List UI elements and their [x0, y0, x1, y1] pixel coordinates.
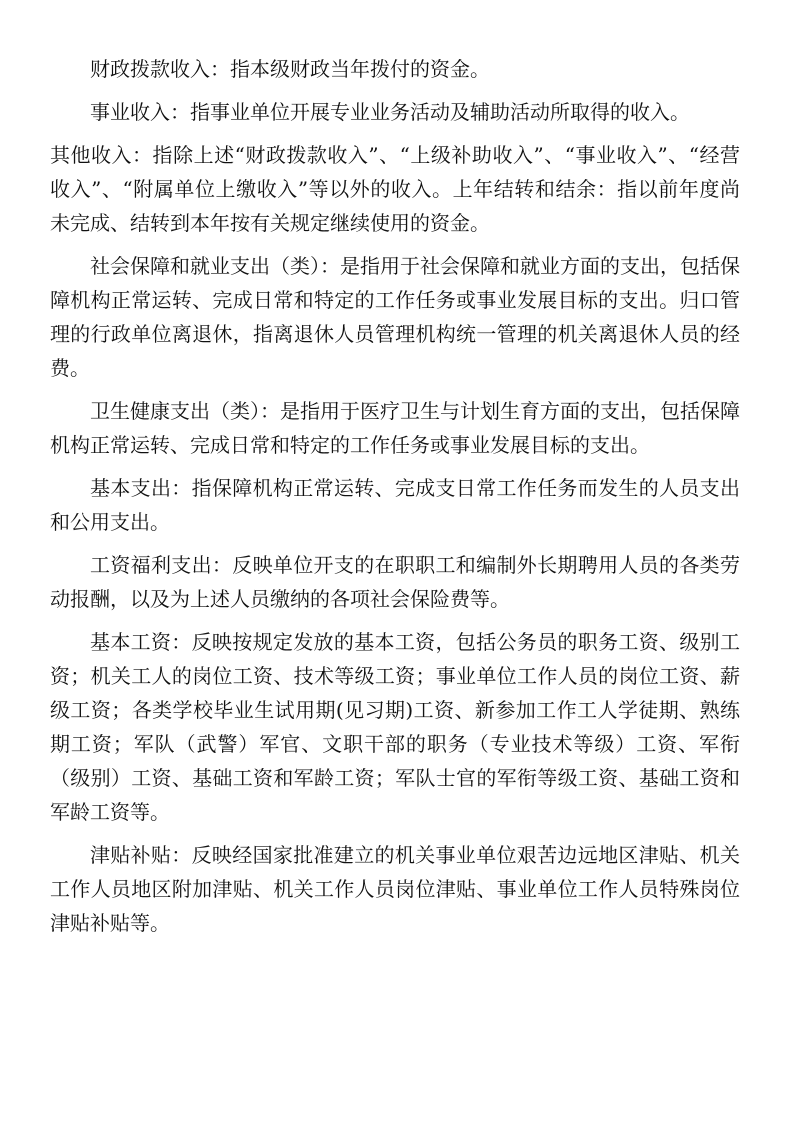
paragraph-salary-welfare-expenditure: 工资福利支出：反映单位开支的在职职工和编制外长期聘用人员的各类劳动报酬，以及为上述人员缴纳的各项社会保险费等。	[50, 553, 740, 611]
paragraph-health-expenditure: 卫生健康支出（类）：是指用于医疗卫生与计划生育方面的支出，包括保障机构正常运转、完成日常和特定的工作任务或事业发展目标的支出。	[50, 399, 740, 457]
paragraph-other-income: 其他收入：指除上述“财政拨款收入”、“上级补助收入”、“事业收入”、“经营收入”、“附属单位上缴收入”等以外的收入。上年结转和结余：指以前年度尚未完成、结转到本年按有关规定继续使用的资金。	[50, 143, 740, 235]
paragraph-allowances-subsidies: 津贴补贴：反映经国家批准建立的机关事业单位艰苦边远地区津贴、机关工作人员地区附加津贴、机关工作人员岗位津贴、事业单位工作人员特殊岗位津贴补贴等。	[50, 843, 740, 935]
paragraph-social-security-expenditure: 社会保障和就业支出（类）：是指用于社会保障和就业方面的支出，包括保障机构正常运转、完成日常和特定的工作任务或事业发展目标的支出。归口管理的行政单位离退休，指离退休人员管理机构统一管理的机关离退休人员的经费。	[50, 254, 740, 380]
paragraph-basic-expenditure: 基本支出：指保障机构正常运转、完成支日常工作任务而发生的人员支出和公用支出。	[50, 476, 740, 534]
paragraph-business-income: 事业收入：指事业单位开展专业业务活动及辅助活动所取得的收入。	[90, 100, 690, 124]
paragraph-basic-salary: 基本工资：反映按规定发放的基本工资，包括公务员的职务工资、级别工资；机关工人的岗位工资、技术等级工资；事业单位工作人员的岗位工资、薪级工资；各类学校毕业生试用期(见习期)工资、新参加工作工人学徒期、熟练期工资；军队（武警）军官、文职干部的职务（专业技术等级）工资、军衔（级别）工资、基础工资和军龄工资；军队士官的军衔等级工资、基础工资和军龄工资等。	[50, 630, 740, 824]
paragraph-fiscal-appropriation-income: 财政拨款收入：指本级财政当年拨付的资金。	[90, 57, 490, 81]
document-page	[50, 52, 740, 949]
